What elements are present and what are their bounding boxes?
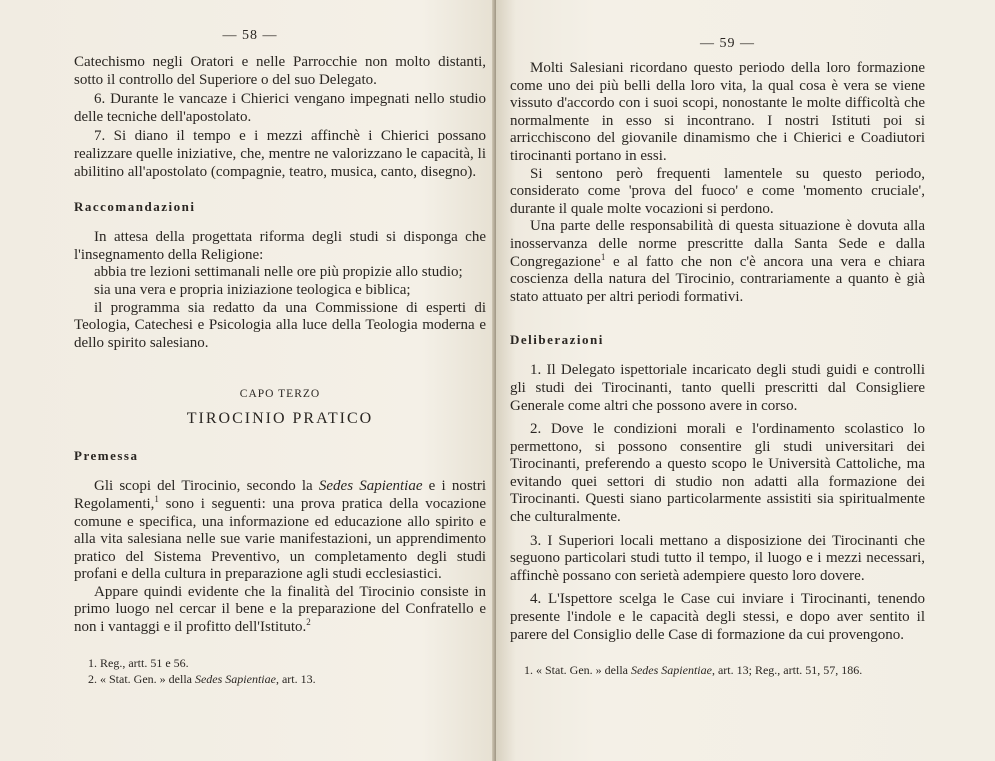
heading-raccomandazioni: Raccomandazioni — [74, 199, 196, 215]
page-number-left: — 58 — — [222, 28, 278, 43]
deliberazione-2: 2. Dove le condizioni morali e l'ordinamento scolastico lo permettono, si possono consentire gli studi universitari dei Tirocinanti, preferendo a questo scopo le Università Cattoliche, ma evitando quei settori di studio non adatti alla formazione dei Tirocinanti. Questi siano particolarmente assistiti sia spiritualmente che culturalmente. — [510, 421, 925, 526]
footnote-2: 2. « Stat. Gen. » della Sedes Sapientiae, art. 13. — [88, 671, 316, 686]
paragraph-molti-salesiani: Molti Salesiani ricordano questo periodo della loro formazione come uno dei più belli della loro vita, la qual cosa è vera se viene vissuto d'accordo con i suoi scopi, nonostante le molte difficoltà che normalmente in esso si incontrano. I nostri Istituti poi si arricchiscono del giovanile dinamismo che i Chierici e Coadiutori tirocinanti portano in essi. — [510, 60, 925, 164]
premessa-paragraph-1: Gli scopi del Tirocinio, secondo la Sedes Sapientiae e i nostri Regolamenti,$^1$ sono i seguenti: una prova pratica della vocazione comune e specifica, una informazione ed educazione allo spirito e alla vita salesiana nelle sue varie manifestazioni, un apprendimento pratico del Sistema Preventivo, un completamento degli studi profani e della cultura in preparazione agli studi ecclesiastici. — [74, 478, 486, 583]
paragraph-responsabilita: Una parte delle responsabilità di questa situazione è dovuta alla inosservanza delle norme prescritte dalla Santa Sede e dalla Congregazione$^1$ e al fatto che non c'è ancora una vera e chiara coscienza della natura del Tirocinio, contrariamente a quanto è già stato attuato per altri periodi formativi. — [510, 218, 925, 305]
paragraph-7: 7. Si diano il tempo e i mezzi affinchè i Chierici possano realizzare quelle iniziative, che, mentre ne valorizzano le capacità, li abilitino all'apostolato (compagnie, teatro, musica, canto, disegno). — [74, 128, 486, 180]
footnotes-left — [74, 655, 486, 687]
raccomandazione-1: abbia tre lezioni settimanali nelle ore più propizie allo studio; — [94, 264, 463, 281]
raccomandazioni-intro: In attesa della progettata riforma degli studi si disponga che l'insegnamento della Religione: — [74, 229, 486, 263]
raccomandazione-2: sia una vera e propria iniziazione teologica e biblica; — [94, 281, 411, 298]
footnote-right-1: 1. « Stat. Gen. » della Sedes Sapientiae, art. 13; Reg., artt. 51, 57, 186. — [524, 663, 863, 678]
chapter-label: CAPO TERZO — [239, 388, 321, 401]
paragraph-lamentele: Si sentono però frequenti lamentele su questo periodo, considerato come 'prova del fuoco' e come 'momento cruciale', durante il quale molte vocazioni si perdono. — [510, 165, 925, 217]
footnote-1: 1. Reg., artt. 51 e 56. — [88, 655, 189, 670]
chapter-title: TIROCINIO PRATICO — [186, 410, 374, 428]
deliberazione-4: 4. L'Ispettore scelga le Case cui inviare i Tirocinanti, tenendo presente l'indole e le capacità degli stessi, e dopo aver sentito il parere del Consiglio delle Case di formazione da cui provengono. — [510, 591, 925, 643]
heading-deliberazioni: Deliberazioni — [510, 332, 604, 348]
right-page — [496, 0, 995, 761]
page-number-right: — 59 — — [700, 36, 755, 51]
left-page — [0, 0, 496, 761]
raccomandazione-3: il programma sia redatto da una Commissione di esperti di Teologia, Catechesi e Psicologia alla luce della Teologia moderna e dello spirito salesiano. — [74, 299, 486, 351]
deliberazione-3: 3. I Superiori locali mettano a disposizione dei Tirocinanti che seguono particolari studi tutto il tempo, il luogo e i mezzi necessari, affinchè possano con serietà adempiere questo loro dovere. — [510, 532, 925, 584]
deliberazione-1: 1. Il Delegato ispettoriale incaricato degli studi guidi e controlli gli studi dei Tirocinanti, tanto quelli prescritti dal Consigliere Generale come altri che possono avere in corso. — [510, 362, 925, 414]
paragraph-6: 6. Durante le vancaze i Chierici vengano impegnati nello studio delle tecniche dell'apostolato. — [74, 91, 486, 125]
footnotes-right — [510, 662, 925, 678]
premessa-paragraph-2: Appare quindi evidente che la finalità del Tirocinio consiste in primo luogo nel cercar il bene e la preparazione del Confratello e non i vantaggi e il profitto dell'Istituto.$^2$ — [74, 583, 486, 636]
paragraph-intro: Catechismo negli Oratori e nelle Parrocchie non molto distanti, sotto il controllo del Superiore o del suo Delegato. — [74, 54, 486, 88]
heading-premessa: Premessa — [74, 448, 139, 464]
